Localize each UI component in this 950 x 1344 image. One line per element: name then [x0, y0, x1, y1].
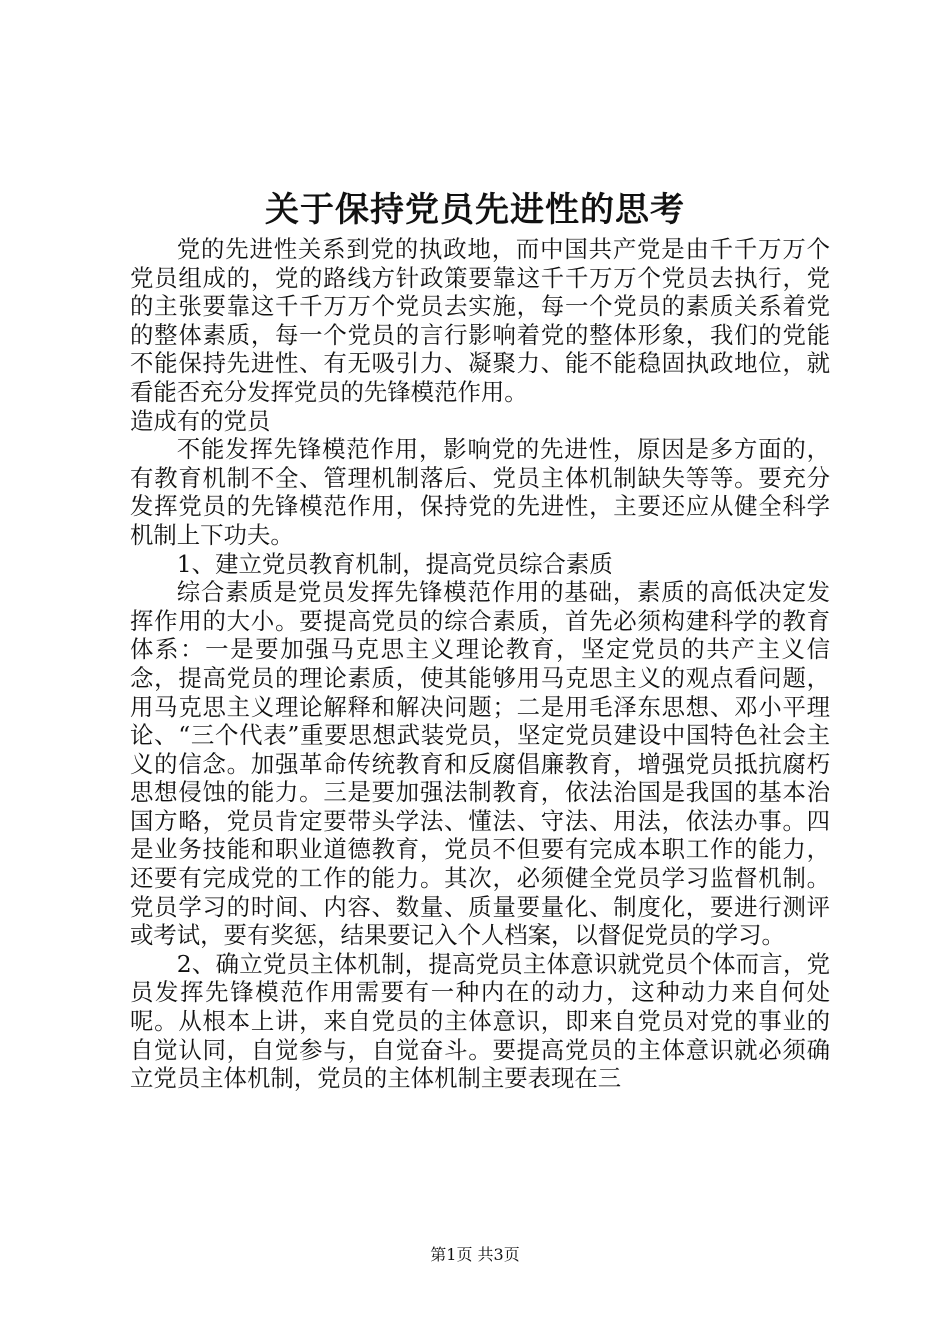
- paragraph-fragment: 造成有的党员: [130, 406, 271, 435]
- paragraph-education: 综合素质是党员发挥先锋模范作用的基础，素质的高低决定发挥作用的大小。要提高党员的综合素质，首先必须构建科学的教育体系：一是要加强马克思主义理论教育，坚定党员的共产主义信念，提高党员的理论素质，使其能够用马克思主义的观点看问题，用马克思主义理论解释和解决问题；二是用毛泽东思想、邓小平理论、“三个代表”重要思想武装党员，坚定党员建设中国特色社会主义的信念。加强革命传统教育和反腐倡廉教育，增强党员抵抗腐朽思想侵蚀的能力。三是要加强法制教育，依法治国是我国的基本治国方略，党员肯定要带头学法、懂法、守法、用法，依法办事。四是业务技能和职业道德教育，党员不但要有完成本职工作的能力，还要有完成党的工作的能力。其次，必须健全党员学习监督机制。党员学习的时间、内容、数量、质量要量化、制度化，要进行测评或考试，要有奖惩，结果要记入个人档案，以督促党员的学习。: [130, 578, 830, 950]
- document-title: 关于保持党员先进性的思考: [265, 190, 685, 230]
- paragraph-intro: 党的先进性关系到党的执政地，而中国共产党是由千千万万个党员组成的，党的路线方针政策要靠这千千万万个党员去执行，党的主张要靠这千千万万个党员去实施，每一个党员的素质关系着党的整体素质，每一个党员的言行影响着党的整体形象，我们的党能不能保持先进性、有无吸引力、凝聚力、能不能稳固执政地位，就看能否充分发挥党员的先锋模范作用。: [130, 235, 830, 406]
- paragraph-causes: 不能发挥先锋模范作用，影响党的先进性，原因是多方面的，有教育机制不全、管理机制落后、党员主体机制缺失等等。要充分发挥党员的先锋模范作用，保持党的先进性，主要还应从健全科学机制上下功夫。: [130, 435, 830, 549]
- section-heading-1: 1、建立党员教育机制，提高党员综合素质: [176, 549, 613, 578]
- page-number-footer: 第1页 共3页: [430, 1245, 520, 1264]
- paragraph-section-2: 2、确立党员主体机制，提高党员主体意识就党员个体而言，党员发挥先锋模范作用需要有一种内在的动力，这种动力来自何处呢。从根本上讲，来自党员的主体意识，即来自党员对党的事业的自觉认同，自觉参与，自觉奋斗。要提高党员的主体意识就必须确立党员主体机制，党员的主体机制主要表现在三: [130, 949, 830, 1093]
- document-body: [130, 235, 830, 1093]
